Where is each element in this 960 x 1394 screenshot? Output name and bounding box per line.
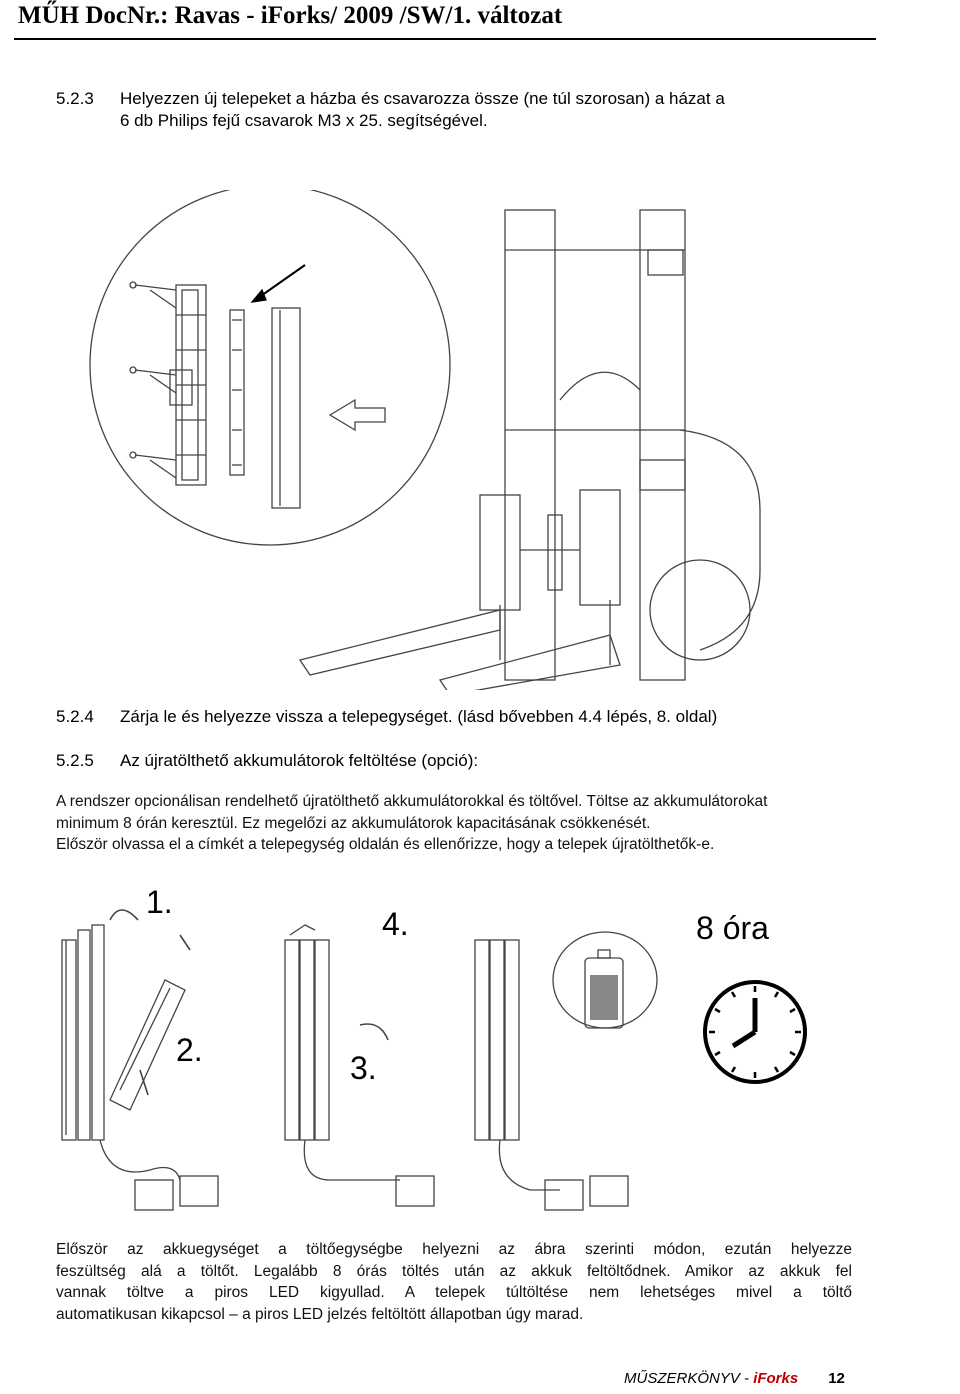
step-number: 5.2.5	[56, 751, 94, 770]
step-number: 5.2.4	[56, 707, 94, 726]
duration-label: 8 óra	[696, 910, 769, 946]
page-number: 12	[828, 1370, 845, 1387]
insert-arrow	[330, 400, 385, 430]
intro-line2: minimum 8 órán keresztül. Ez megelőzi az akkumulátorok kapacitásának csökkenését.	[56, 814, 651, 832]
footer-brand: iForks	[753, 1370, 799, 1387]
battery-housing-figure	[0, 190, 960, 690]
tilted-battery	[110, 980, 185, 1110]
battery-column	[230, 310, 244, 475]
footer-manual: MŰSZERKÖNYV -	[624, 1370, 754, 1387]
closing-line2: feszültség alá a töltőt. Legalább 8 órás töltés után az akkuk feltöltődnek. Amikor az akkuk fel	[56, 1262, 852, 1280]
document-header: MŰH DocNr.: Ravas - iForks/ 2009 /SW/1. változat	[18, 2, 563, 29]
charger-1	[135, 1180, 173, 1210]
fork-left	[300, 610, 500, 675]
step-label-4: 4.	[382, 906, 409, 942]
carriage-plate-right	[580, 490, 620, 605]
charging-intro	[56, 791, 852, 856]
housing-final-left	[475, 940, 489, 1140]
clock-icon	[705, 982, 805, 1082]
step-number: 5.2.3	[56, 89, 94, 108]
closing-line4: automatikusan kikapcsol – a piros LED jelzés feltöltött állapotban úgy marad.	[56, 1305, 584, 1323]
housing-open-left	[62, 940, 76, 1140]
closing-line3: vannak töltve a piros LED kigyullad. A telepek túltöltése nem lehetséges mivel a töltő	[56, 1284, 852, 1301]
closing-line1: Először az akkuegységet a töltőegységbe helyezni az ábra szerinti módon, ezután helyezze	[56, 1241, 852, 1258]
charger-4	[545, 1180, 583, 1210]
detail-circle	[90, 190, 450, 545]
intro-line1: A rendszer opcionálisan rendelhető újratölthető akkumulátorokkal és töltővel. Töltse az akkumulátorokat	[56, 793, 768, 810]
charger-2	[180, 1176, 218, 1206]
housing-cover	[272, 308, 300, 508]
housing-closed-left	[285, 940, 299, 1140]
step-label-1: 1.	[146, 884, 173, 920]
page-footer	[624, 1370, 845, 1387]
step-label-2: 2.	[176, 1032, 203, 1068]
carriage-plate-left	[480, 495, 520, 610]
intro-line3: Először olvassa el a címkét a telepegység oldalán és ellenőrizze, hogy a telepek újratölthetők-e.	[56, 836, 715, 853]
charger-3	[396, 1176, 434, 1206]
header-divider	[14, 38, 876, 40]
charging-instructions	[56, 1239, 852, 1325]
step-text: Az újratölthető akkumulátorok feltöltése (opció):	[120, 751, 479, 770]
charger-5	[590, 1176, 628, 1206]
mast-right	[640, 210, 685, 680]
step-text: Zárja le és helyezze vissza a telepegységet. (lásd bővebben 4.4 lépés, 8. oldal)	[120, 707, 718, 726]
charging-steps-figure	[0, 880, 960, 1220]
step-label-3: 3.	[350, 1050, 377, 1086]
fork-right	[440, 635, 620, 690]
step-text-line1: Helyezzen új telepeket a házba és csavarozza össze (ne túl szorosan) a házat a	[120, 89, 725, 108]
step-text-line2: 6 db Philips fejű csavarok M3 x 25. segítségével.	[120, 111, 488, 130]
